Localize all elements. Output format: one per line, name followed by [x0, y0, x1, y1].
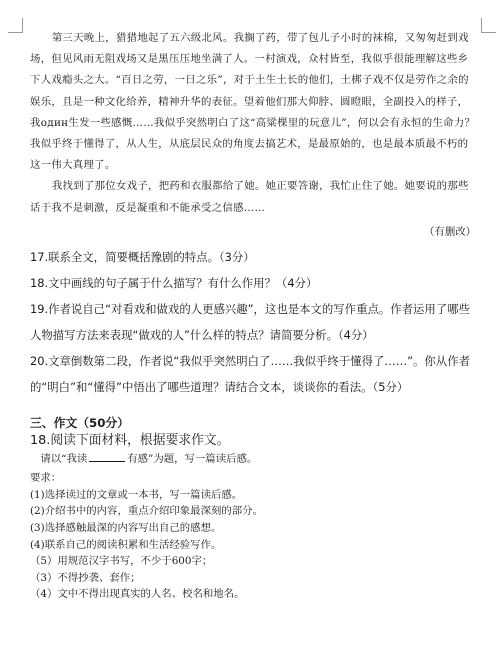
question-18: 18.文中画线的句子属于什么描写？有什么作用？（4分） [30, 275, 318, 290]
passage-paragraph: 我找到了那位女戏子，把药和衣服都给了她。她正要答谢，我忙止住了她。她要说的那些话于我不是刺激，反是凝重和不能承受之信感…… [30, 180, 469, 214]
requirement-item: (3)选择感触最深的内容写出自己的感想。 [30, 522, 222, 535]
composition-prompt [30, 450, 476, 468]
question-17: 17.联系全文，简要概括豫剧的特点。（3分） [30, 249, 255, 264]
prompt-prefix: 请以“我读 [40, 452, 88, 465]
requirement-item: (4)联系自己的阅读积累和生活经验写作。 [30, 538, 222, 551]
requirement-item: （3）不得抄袭、套作； [30, 571, 141, 584]
question-19: 19.作者说自己“对看戏和做戏的人更感兴趣”，这也是本文的写作重点。作者运用了哪些人物描写方法来表现“做戏的人”什么样的特点？请简要分析。（4分） [30, 301, 470, 342]
requirement-item: （4）文中不得出现真实的人名、校名和地名。 [30, 588, 245, 601]
section-title: 三、作文（50分） [30, 415, 129, 430]
requirement-item: (2)介绍书中的内容，重点介绍印象最深刻的部分。 [30, 505, 263, 518]
source-note: （有删改） [424, 225, 476, 238]
exam-page [30, 28, 476, 603]
composition-task-title: 18.阅读下面材料，根据要求作文。 [30, 432, 230, 448]
requirements-list [30, 487, 476, 603]
requirement-item: （5）用规范汉字书写，不少于600字； [30, 555, 213, 568]
crop-mark-top-left [8, 18, 23, 33]
requirements-label: 要求： [30, 471, 62, 484]
prompt-suffix: 有感”为题，写一篇读后感。 [127, 452, 258, 465]
passage-paragraph: 第三天晚上，猎猎地起了五六级北风。我搁了药，带了包儿子小时的袜棉，又匆匆赶到戏场，但见风雨无阻戏场又是黑压压地坐满了人。一村演戏，众村皆至，我似乎很能理解这些乡下人戏瘾头之大。“百日之劳，一日之乐”，对于土生土长的他们，土梆子戏不仅是劳作之余的娱乐，且是一种文化给养，精神升华的表征。望着他们那大仰脖、圆瞪眼，全副投入的样子，我один生发一些感慨……我似乎突然明白了这“高粱棵里的玩意儿”，何以会有永恒的生命力？我似乎终于懂得了，从人生，从底层民众的角度去搞艺术，是最原始的，也是最本质最不朽的这一伟大真理了。 [30, 32, 476, 172]
question-20: 20.文章倒数第二段，作者说“我似乎突然明白了……我似乎终于懂得了……”。你从作者的“明白”和“懂得”中悟出了哪些道理？请结合文本，谈谈你的看法。（5分） [30, 353, 470, 394]
requirement-item: (1)选择读过的文章或一本书，写一篇读后感。 [30, 488, 243, 501]
crop-mark-top-right [481, 18, 496, 33]
title-blank [89, 451, 125, 462]
